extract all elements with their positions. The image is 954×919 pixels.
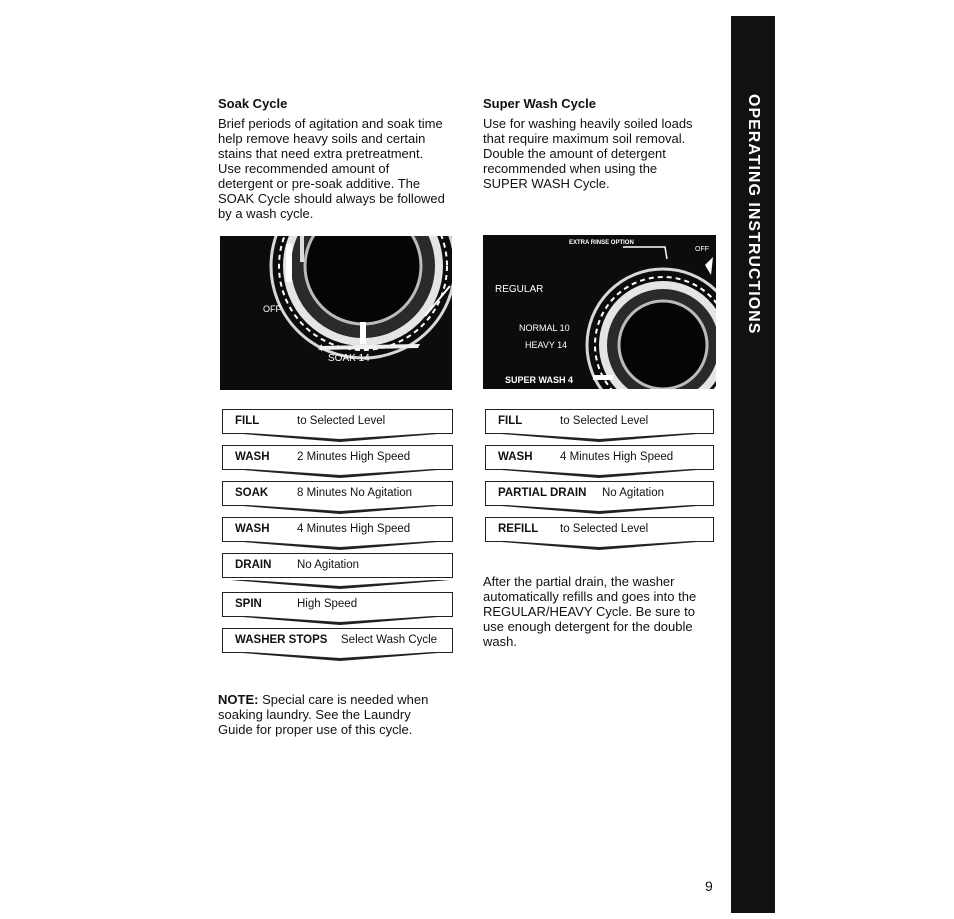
super-dial-heavy-label: HEAVY 14 [525, 340, 568, 350]
flow-arrow [230, 580, 450, 589]
side-tab-title: OPERATING INSTRUCTIONS [745, 94, 762, 335]
after-line: use enough detergent for the double [483, 619, 693, 634]
after-line: automatically refills and goes into the [483, 589, 697, 604]
soak-dial-off-label: OFF [263, 304, 281, 314]
step-label: FILL [498, 415, 523, 427]
soak-line: help remove heavy soils and certain [218, 131, 426, 146]
flow-arrow [230, 616, 450, 625]
step-label: SPIN [235, 598, 262, 610]
step-desc: No Agitation [297, 559, 360, 571]
step-desc: Select Wash Cycle [341, 634, 438, 646]
super-step-fill [485, 409, 714, 434]
super-line: Double the amount of detergent [483, 146, 666, 161]
flow-arrow [489, 541, 709, 550]
step-desc: to Selected Level [297, 415, 386, 427]
flow-arrow [230, 541, 450, 550]
side-tab [731, 16, 775, 913]
after-line: REGULAR/HEAVY Cycle. Be sure to [483, 604, 695, 619]
soak-note [218, 692, 428, 737]
step-desc: 8 Minutes No Agitation [297, 487, 413, 499]
step-desc: to Selected Level [560, 523, 649, 535]
flow-arrow [489, 469, 709, 478]
super-dial-super-wash-label: SUPER WASH 4 [505, 375, 574, 385]
step-label: PARTIAL DRAIN [498, 487, 587, 499]
flow-arrow [489, 433, 709, 442]
super-line: recommended when using the [483, 161, 658, 176]
soak-line: by a wash cycle. [218, 206, 314, 221]
after-line: wash. [483, 634, 517, 649]
super-dial-regular-label: REGULAR [495, 284, 544, 295]
step-desc: 4 Minutes High Speed [297, 523, 411, 535]
note-line: Guide for proper use of this cycle. [218, 722, 413, 737]
step-label: SOAK [235, 487, 269, 499]
step-label: WASH [498, 451, 533, 463]
step-label: DRAIN [235, 559, 272, 571]
after-line: After the partial drain, the washer [483, 574, 675, 589]
step-label: WASH [235, 523, 270, 535]
soak-step-soak [222, 481, 453, 506]
soak-line: Brief periods of agitation and soak time [218, 116, 443, 131]
soak-step-fill [222, 409, 453, 434]
soak-step-wash-2 [222, 517, 453, 542]
soak-line: Use recommended amount of [218, 161, 390, 176]
super-line: SUPER WASH Cycle. [483, 176, 610, 191]
soak-line: SOAK Cycle should always be followed [218, 191, 445, 206]
super-dial-normal-label: NORMAL 10 [519, 323, 570, 333]
super-heading: Super Wash Cycle [483, 96, 596, 111]
step-desc: 2 Minutes High Speed [297, 451, 411, 463]
super-dial-photo [483, 235, 716, 389]
flow-arrow [230, 433, 450, 442]
flow-arrow [230, 652, 450, 661]
soak-step-wash-1 [222, 445, 453, 470]
note-label: NOTE: [218, 692, 259, 707]
step-label: FILL [235, 415, 260, 427]
flow-arrow [230, 505, 450, 514]
step-desc: High Speed [297, 598, 358, 610]
step-label: WASHER STOPS [235, 634, 328, 646]
super-step-partial-drain [485, 481, 714, 506]
super-line: Use for washing heavily soiled loads [483, 116, 693, 131]
soak-dial-image [220, 236, 452, 390]
step-desc: 4 Minutes High Speed [560, 451, 674, 463]
page-number: 9 [705, 878, 713, 894]
soak-dial-four-label: 4 [318, 343, 324, 353]
super-step-wash [485, 445, 714, 470]
flow-arrow [489, 505, 709, 514]
soak-dial-soak-label: SOAK 14 [328, 353, 370, 364]
soak-description [218, 116, 445, 221]
soak-heading: Soak Cycle [218, 96, 288, 111]
super-description [483, 116, 693, 191]
flow-arrow [230, 469, 450, 478]
super-step-refill [485, 517, 714, 542]
soak-line: stains that need extra pretreatment. [218, 146, 424, 161]
step-desc: to Selected Level [560, 415, 649, 427]
soak-line: detergent or pre-soak additive. The [218, 176, 421, 191]
note-line: soaking laundry. See the Laundry [218, 707, 411, 722]
step-desc: No Agitation [602, 487, 665, 499]
super-dial-off-label: OFF [695, 246, 709, 253]
soak-step-washer-stops [222, 628, 453, 653]
step-label: WASH [235, 451, 270, 463]
note-line: Special care is needed when [262, 692, 429, 707]
super-after-description [483, 574, 696, 649]
super-dial-image [483, 235, 716, 389]
super-dial-extra-rinse-label: EXTRA RINSE OPTION [569, 240, 634, 246]
soak-step-spin [222, 592, 453, 617]
soak-step-drain [222, 553, 453, 578]
soak-dial-photo [220, 236, 452, 390]
super-line: that require maximum soil removal. [483, 131, 686, 146]
step-label: REFILL [498, 523, 539, 535]
